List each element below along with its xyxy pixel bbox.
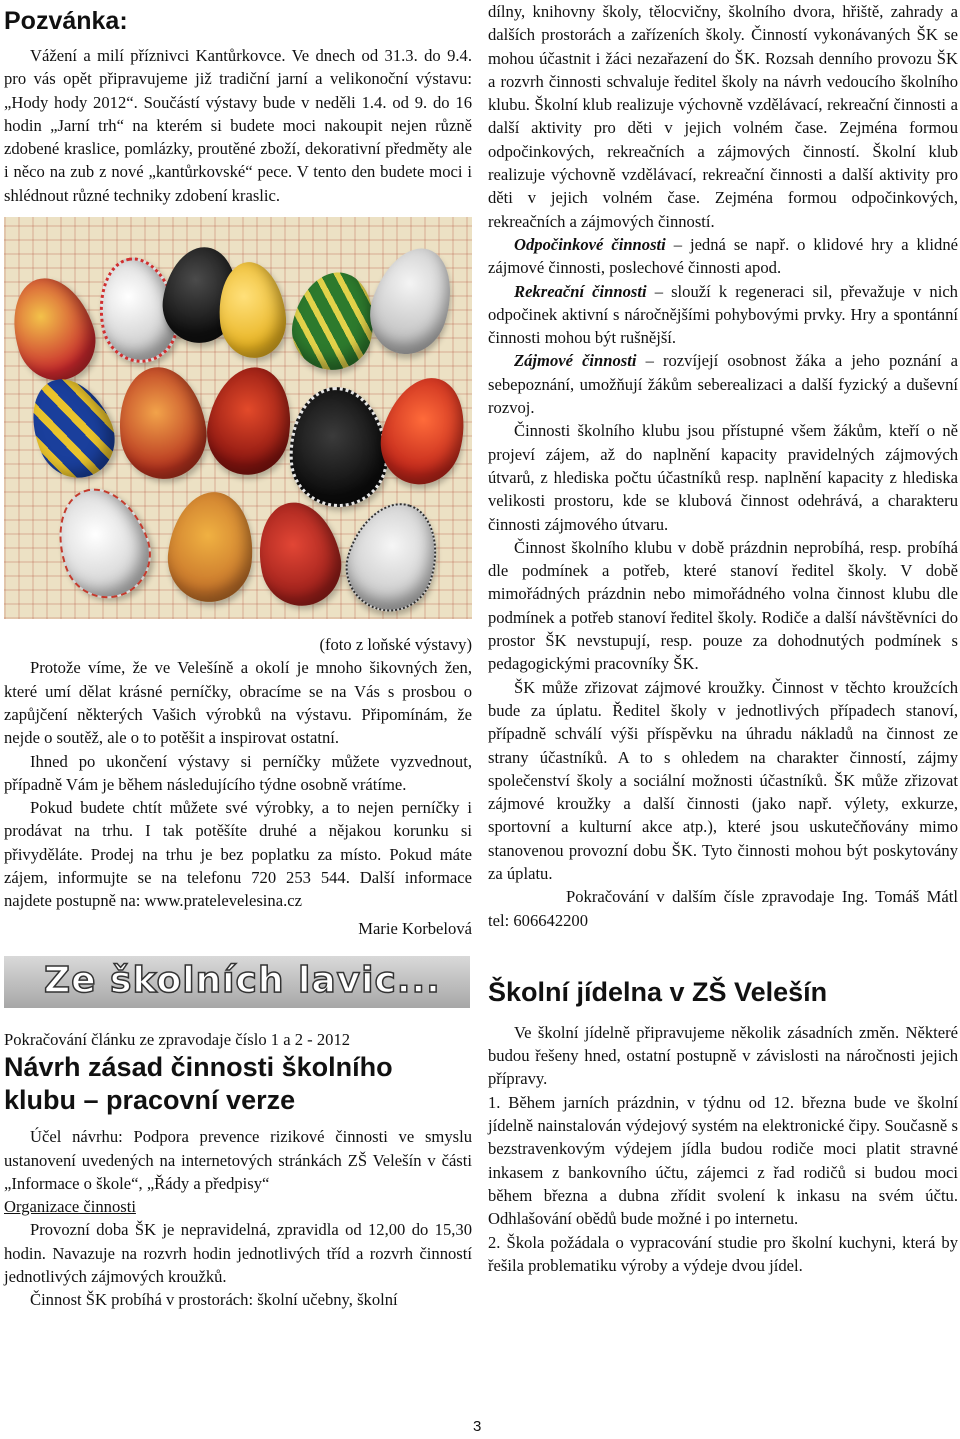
clubs-paragraph: ŠK může zřizovat zájmové kroužky. Činnost v těchto kroužcích bude za úplatu. Ředitel školy v jednotlivých případech stanoví, případně schválí výši příspěvku na úhradu nákladů na činnost ze strany účastníků. A to s ohledem na charakter činností, zájmy společenství školy a sociální možnosti účastníků. ŠK může zřizovat zájmové kroužky a další činnosti (jako např. výlety, exkurze, sportovní a kulturní akce atp.), které jsou uskutečňovány mimo stanovenou provozní dobu ŠK. Tyto činnosti mohou být poskytovány za úplatu. <box>488 677 958 883</box>
accessibility-paragraph: Činnosti školního klubu jsou přístupné všem žákům, kteří o ně projeví zájem, až do naplnění kapacity pravidelných zájmových útvarů, z hlediska počtu účastníků resp. naplnění kapacity z hlediska velikosti prostoru, kde se klubová činnost odehrává, a charakteru činnosti zájmového útvaru. <box>488 421 958 534</box>
interest-activities <box>488 349 958 419</box>
canteen-intro: Ve školní jídelně připravujeme několik zásadních změn. Některé budou řešeny hned, ostatní postupně v závislosti na náročnosti jejich přípravy. <box>488 1022 958 1089</box>
author-name: Marie Korbelová <box>358 918 472 938</box>
rest-activities <box>488 233 958 280</box>
purpose-paragraph: Účel návrhu: Podpora prevence rizikové činnosti ve smyslu ustanovení uvedených na internetových stránkách ZŠ Velešín v části „Informace o škole“, „Řády a předpisy“ <box>4 1127 472 1193</box>
continuation-note: Pokračování článku ze zpravodaje číslo 1 a 2 - 2012 <box>4 1029 351 1049</box>
right-column <box>488 0 958 1277</box>
interest-text: – rozvíjejí osobnost žáka a jeho poznání a sebepoznání, umožňují žákům seberealizaci a další fyzický a duševní rozvoj. <box>488 351 958 418</box>
premises-paragraph-start: Činnost ŠK probíhá v prostorách: školní učebny, školní <box>30 1290 398 1310</box>
rest-term: Odpočinkové činnosti <box>514 234 666 254</box>
continuation-signature: Pokračování v dalším čísle zpravodaje Ing. Tomáš Mátl tel: 606642200 <box>488 887 958 930</box>
page-number: 3 <box>473 1418 482 1435</box>
left-column <box>4 0 472 1312</box>
recreation-activities <box>488 280 958 350</box>
market-paragraph: Pokud budete chtít můžete své výrobky, a to nejen perníčky i prodávat na trhu. I tak potěšíte druhé a nějakou korunku si přivyděláte. Prodej na trhu je bez poplatku za místo. Pokud máte zájem, informujte se na telefonu 720 253 544. Další informace najdete postupně na: www.pratelevelesina.cz <box>4 798 472 911</box>
rest-text: – jedná se např. o klidové hry a klidné zájmové činnosti, poslechové činnosti apod. <box>488 234 958 278</box>
recreation-term: Rekreační činnosti <box>514 281 647 301</box>
invite-paragraph: Vážení a milí příznivci Kantůrkovce. Ve dnech od 31.3. do 9.4. pro vás opět připravujeme již tradiční jarní a velikonoční výstavu: „Hody hody 2012“. Součástí výstavy bude v neděli 1.4. od 9. do 16 hodin „Jarní trh“ na kterém si budete moci nakoupit nejen různě zdobené kraslice, pomlázky, proutěné zboží, dekorativní předměty ale i něco na zub z nové „kantůrkovské“ pece. V tento den budete moci i shlédnout různé techniky zdobení kraslic. <box>4 46 472 205</box>
return-paragraph: Ihned po ukončení výstavy si perníčky můžete vyzvednout, případně Vám je během následujícího týdne osobně vrátíme. <box>4 751 472 794</box>
hours-paragraph: Provozní doba ŠK je nepravidelná, zpravidla od 12,00 do 15,30 hodin. Navazuje na rozvrh hodin jednotlivých tříd a rozvrh činností jednotlivých zájmových kroužků. <box>4 1220 472 1287</box>
canteen-item-2: 2. Škola požádala o vypracování studie pro školní kuchyni, která by řešila problematiku výroby a výdeje dvou jídel. <box>488 1232 958 1275</box>
canteen-item-1: 1. Během jarních prázdnin, v týdnu od 12. března bude ve školní jídelně nainstalován výdejový systém na elektronické čipy. Současně s bezstravenkovým výdejem jídla budou rodiče moci platit stravné inkasem z bankovního účtu, zájemci z řad rodičů si budou moci během března a dubna zřídit svolení k inkasu na svém účtu. Odhlašování obědů bude možné i po internetu. <box>488 1092 958 1229</box>
holidays-paragraph: Činnost školního klubu v době prázdnin neprobíhá, resp. probíhá dle podmínek a potřeb, které stanoví ředitel školy. V době mimořádných prázdnin nebo mimořádného volna činnost klubu dle podmínek a potřeb stanoví ředitel školy. Rodiče a další návštěvníci do prostor ŠK nevstupují, resp. pouze za dohodnutých podmínek s pedagogickými pracovníky ŠK. <box>488 537 958 674</box>
organizace-link[interactable]: Organizace činnosti <box>4 1197 136 1217</box>
premises-paragraph-cont: dílny, knihovny školy, tělocvičny, školního dvora, hřiště, zahrady a dalších prostorách a zařízeních školy. Činností vykonávaných ŠK se mohou účastnit i žáci nezařazení do ŠK. Rozsah denního provozu ŠK a rozvrh činnosti schvaluje ředitel školy na návrh vedoucího školního klubu. Školní klub realizuje výchovně vzdělávací, rekreační činnosti a další aktivity pro děti v jejich volném čase. Zejména formou odpočinkových, rekreačních a zájmových činností. Školní klub realizuje výchovně vzdělávací, rekreační činnosti a další aktivity pro děti v jejich volném čase. Zejména formou odpočinkových, rekreačních a zájmových činností. <box>488 2 958 231</box>
recreation-text: – slouží k regeneraci sil, převažuje v nich odpočinek aktivní s náročnějšími pohybovými prvky. Hry a spontánní činnosti mohou být rušnější. <box>488 281 958 348</box>
invite-title: Pozvánka: <box>4 7 128 35</box>
interest-term: Zájmové činnosti <box>514 351 637 371</box>
gingerbread-paragraph: Protože víme, že ve Velešíně a okolí je mnoho šikovných žen, které umí dělat krásné perníčky, obracíme se na Vás s prosbou o zapůjčení některých Vašich výrobků na výstavu. Připomínám, že nejde o soutěž, ale o to potěšit a inspirovat ostatní. <box>4 658 472 748</box>
photo-caption: (foto z loňské výstavy) <box>319 635 472 655</box>
school-banner <box>4 956 470 1008</box>
easter-eggs-photo <box>4 217 472 619</box>
banner-text: Ze školních lavic... <box>44 959 441 1001</box>
club-title: Návrh zásad činnosti školního klubu – pracovní verze <box>4 1052 393 1116</box>
canteen-title: Školní jídelna v ZŠ Velešín <box>488 976 828 1007</box>
